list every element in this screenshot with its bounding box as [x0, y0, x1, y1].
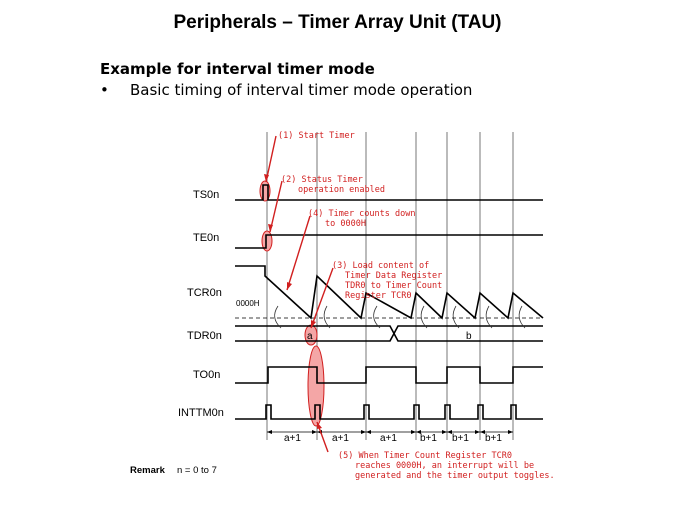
annotation-count-line2: to 0000H — [325, 219, 366, 229]
signal-label-te0n: TE0n — [193, 232, 220, 244]
waveform-tdr0n-bottom — [235, 326, 543, 341]
annotation-count-line1: (4) Timer counts down — [308, 209, 416, 219]
remark-label: Remark — [130, 465, 165, 476]
signal-label-tdr0n: TDR0n — [187, 330, 222, 342]
waveform-tdr0n-top — [235, 326, 543, 341]
annotation-when-line1: (5) When Timer Count Register TCR0 — [338, 451, 512, 461]
interval-label-1: a+1 — [284, 433, 301, 444]
signal-label-to0n: TO0n — [193, 369, 221, 381]
annotation-status-line2: operation enabled — [298, 185, 385, 195]
bullet-symbol: • — [100, 81, 109, 99]
tdr-value-b: b — [466, 331, 472, 342]
interval-label-6: b+1 — [485, 433, 502, 444]
interval-label-5: b+1 — [452, 433, 469, 444]
annotation-load-line2: Timer Data Register — [345, 271, 443, 281]
annotation-start-timer: (1) Start Timer — [278, 131, 355, 141]
interval-label-4: b+1 — [420, 433, 437, 444]
signal-label-inttm0n: INTTM0n — [178, 407, 224, 419]
waveform-inttm0n — [235, 405, 543, 419]
annotation-when-line2: reaches 0000H, an interrupt will be — [355, 461, 535, 471]
remark-text: n = 0 to 7 — [177, 465, 217, 476]
interval-label-2: a+1 — [332, 433, 349, 444]
slide-title: Peripherals – Timer Array Unit (TAU) — [173, 12, 502, 33]
bullet-text: Basic timing of interval timer mode operation — [130, 81, 473, 99]
waveform-to0n — [235, 367, 543, 383]
annotation-load-line3: TDR0 to Timer Count — [345, 281, 443, 291]
zero-level-label: 0000H — [236, 299, 260, 308]
annotation-load-line4: Register TCR0 — [345, 291, 412, 301]
tdr-value-a: a — [307, 331, 313, 342]
waveforms — [235, 185, 543, 419]
signal-label-tcr0n: TCR0n — [187, 287, 222, 299]
interval-label-3: a+1 — [380, 433, 397, 444]
waveform-te0n — [235, 235, 543, 248]
annotation-load-line1: (3) Load content of — [332, 261, 430, 271]
signal-label-ts0n: TS0n — [193, 189, 220, 201]
annotation-when-line3: generated and the timer output toggles. — [355, 471, 555, 481]
annotation-status-line1: (2) Status Timer — [281, 175, 363, 185]
slide-subtitle: Example for interval timer mode — [100, 60, 375, 78]
